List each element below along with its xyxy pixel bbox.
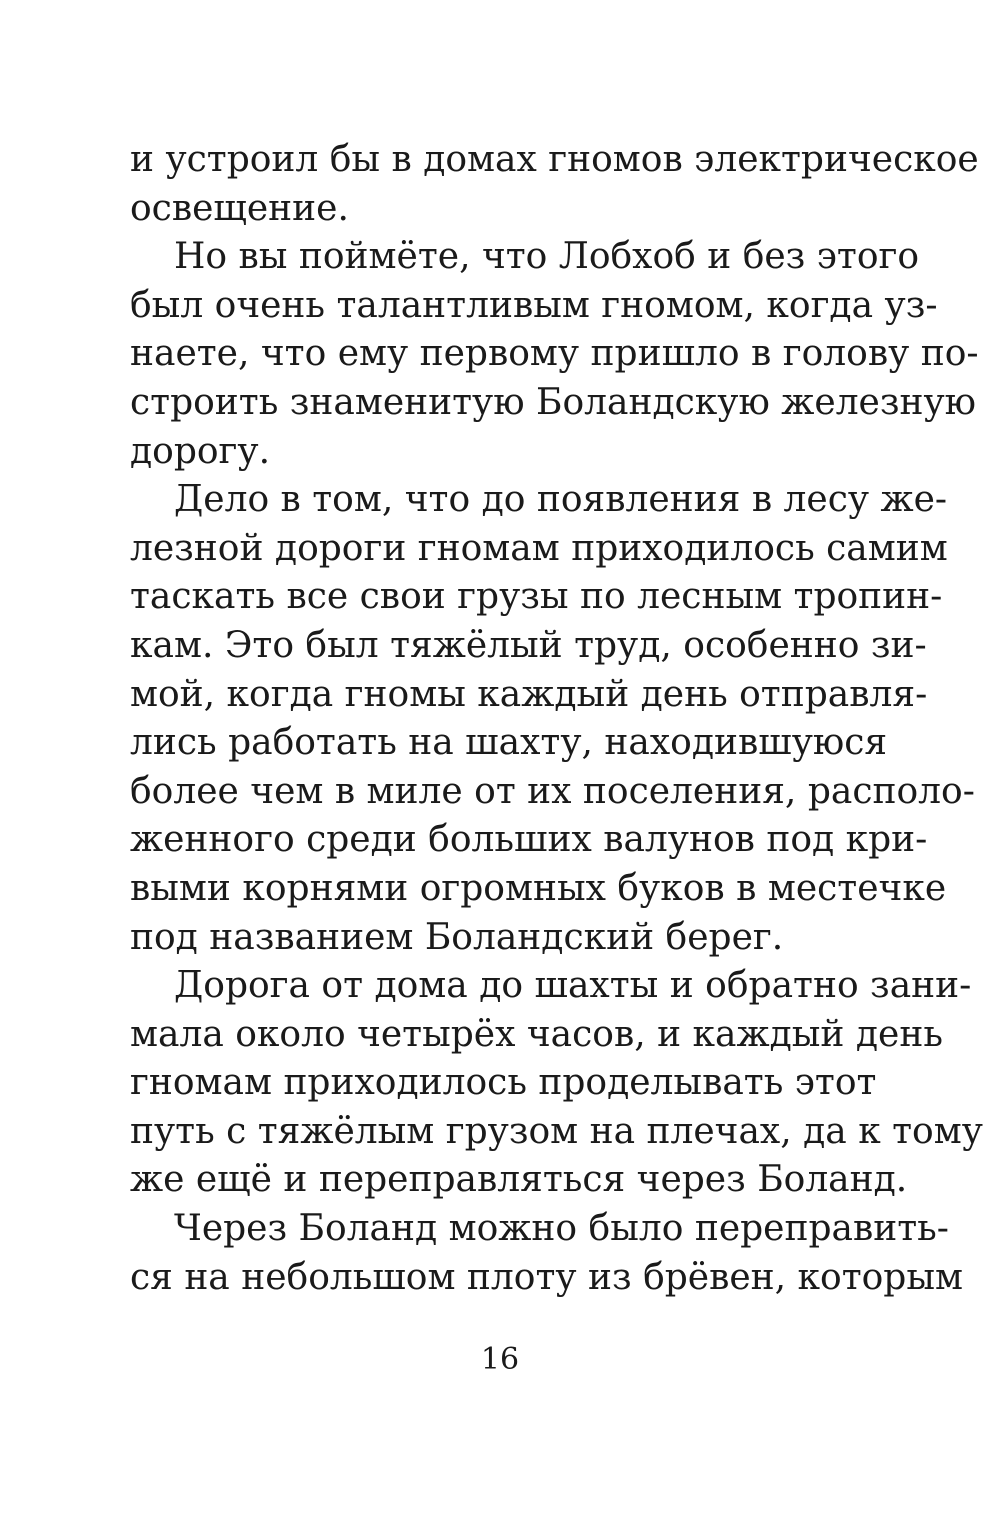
page-number: 16	[480, 1342, 520, 1377]
text-line: более чем в миле от их поселения, располо-	[130, 770, 975, 812]
text-line: Дело в том, что до появления в лесу же-	[174, 479, 948, 521]
text-line: Через Боланд можно было переправить-	[174, 1208, 949, 1250]
text-line: дорогу.	[130, 430, 271, 472]
text-line: выми корнями огромных буков в местечке	[130, 867, 947, 909]
text-line: кам. Это был тяжёлый труд, особенно зи-	[130, 624, 927, 666]
text-line: лись работать на шахту, находившуюся	[130, 722, 888, 764]
text-line: гномам приходилось проделывать этот	[130, 1062, 877, 1104]
text-line: ся на небольшом плоту из брёвен, которым	[130, 1256, 964, 1298]
text-line: под названием Боландский берег.	[130, 916, 784, 958]
text-line: строить знаменитую Боландскую железную	[130, 381, 977, 423]
text-line: Но вы поймёте, что Лобхоб и без этого	[174, 236, 920, 278]
text-line: лезной дороги гномам приходилось самим	[130, 527, 948, 569]
text-line: был очень талантливым гномом, когда уз-	[130, 284, 938, 326]
text-line: путь с тяжёлым грузом на плечах, да к тому	[130, 1110, 983, 1152]
text-line: Дорога от дома до шахты и обратно зани-	[174, 965, 972, 1007]
body-text	[130, 136, 983, 1302]
text-line: наете, что ему первому пришло в голову по-	[130, 333, 979, 375]
text-line: и устроил бы в домах гномов электрическое	[130, 139, 979, 180]
text-line: женного среди больших валунов под кри-	[130, 819, 928, 861]
text-line: мой, когда гномы каждый день отправля-	[130, 673, 928, 715]
text-line: мала около четырёх часов, и каждый день	[130, 1013, 943, 1055]
text-line: освещение.	[130, 187, 349, 229]
text-line: же ещё и переправляться через Боланд.	[130, 1159, 908, 1201]
text-line: таскать все свои грузы по лесным тропин-	[130, 576, 943, 618]
